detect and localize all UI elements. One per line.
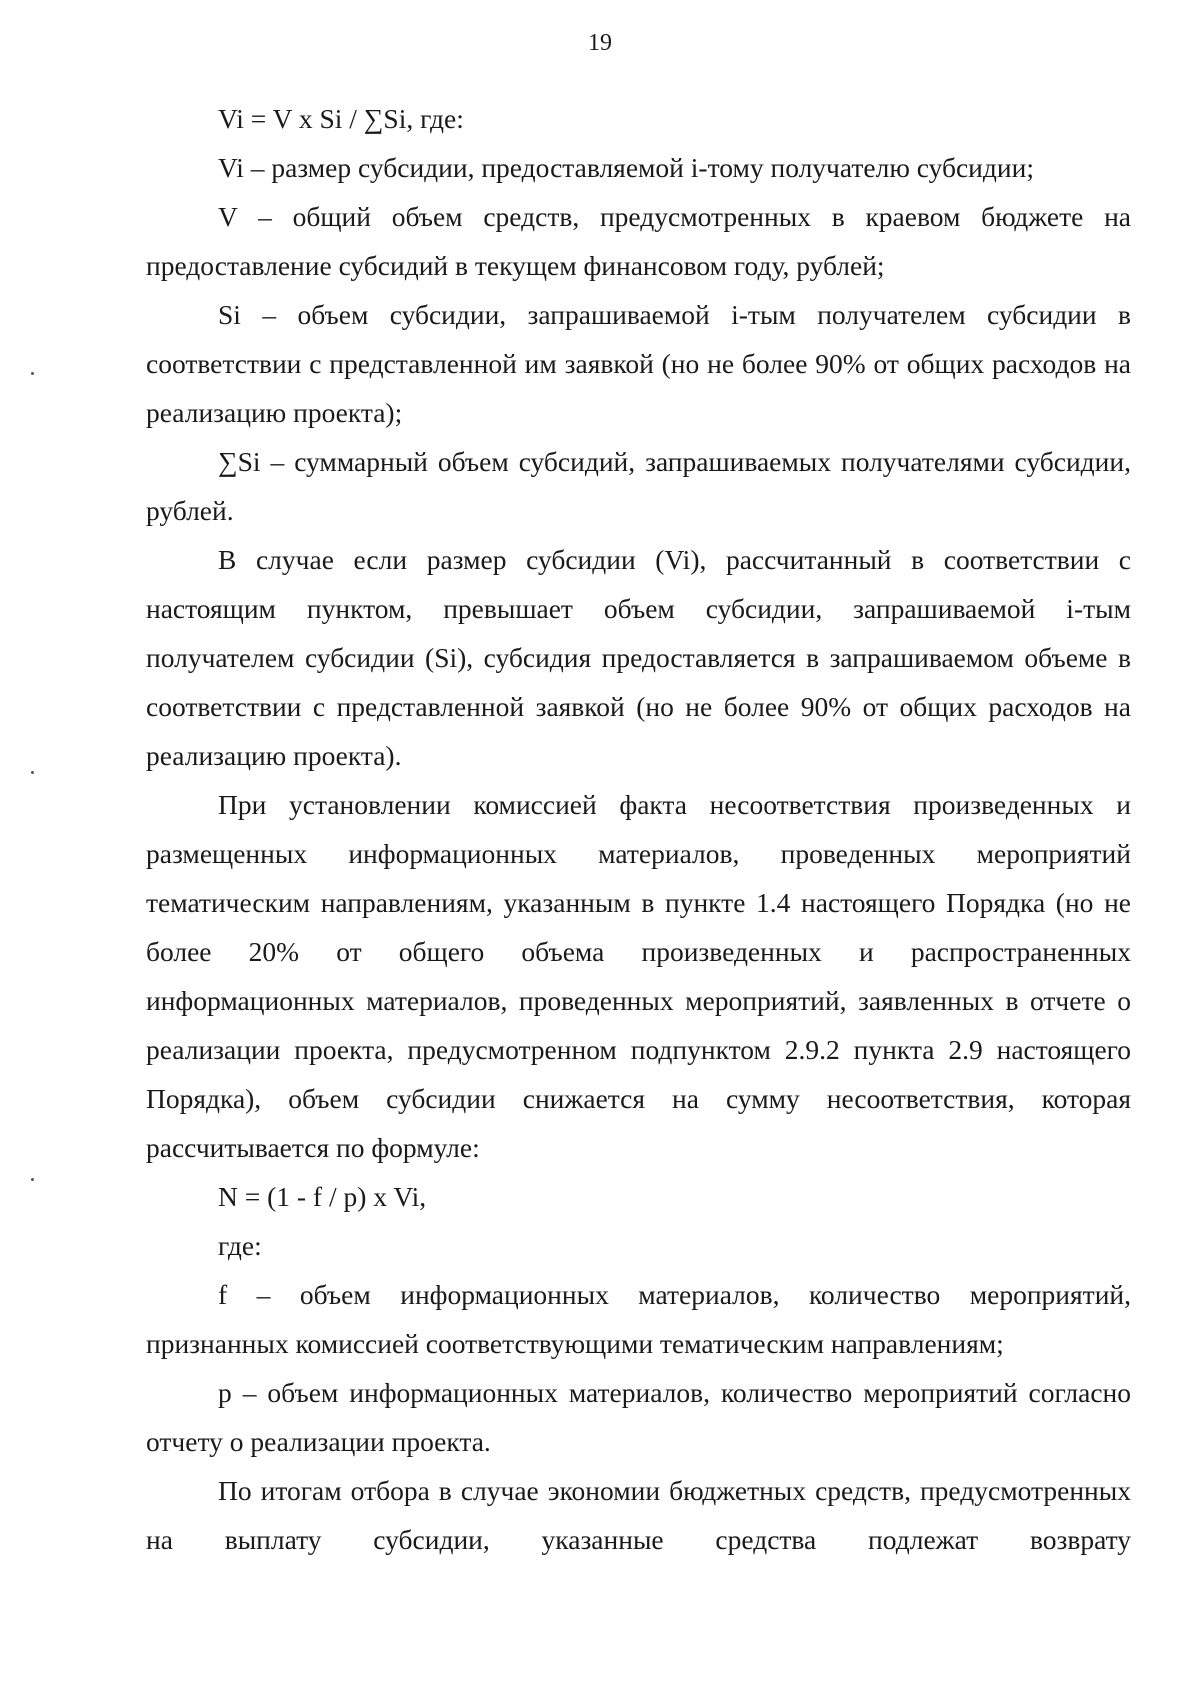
formula-n: N = (1 - f / p) x Vi,	[218, 1181, 427, 1212]
page-number: 19	[588, 30, 612, 56]
paragraph-savings: По итогам отбора в случае экономии бюджетных средств, предусмотренных на выплату субсидии, указанные средства подлежат возврату	[146, 1475, 1131, 1555]
definition-p: p – объем информационных материалов, количество мероприятий согласно отчету о реализации проекта.	[146, 1377, 1131, 1457]
where-label: где:	[218, 1230, 262, 1261]
definition-vi: Vi – размер субсидии, предоставляемой i-тому получателю субсидии;	[218, 152, 1034, 183]
formula-vi: Vi = V x Si / ∑Si, где:	[218, 103, 464, 134]
scan-dot	[31, 372, 34, 375]
definition-v: V – общий объем средств, предусмотренных в краевом бюджете на предоставление субсидий в текущем финансовом году, рублей;	[146, 201, 1131, 281]
definition-f: f – объем информационных материалов, количество мероприятий, признанных комиссией соответствующими тематическим направлениям;	[146, 1279, 1131, 1359]
paragraph-mismatch: При установлении комиссией факта несоответствия произведенных и размещенных информационных материалов, проведенных мероприятий тематическим направлениям, указанным в пункте 1.4 настоящего Порядка (но не более 20% от общего объема произведенных и распространенных информационных материалов, проведенных мероприятий, заявленных в отчете о реализации проекта, предусмотренном подпунктом 2.9.2 пункта 2.9 настоящего Порядка), объем субсидии снижается на сумму несоответствия, которая рассчитывается по формуле:	[146, 789, 1131, 1163]
scan-dot	[31, 1178, 34, 1181]
definition-si: Si – объем субсидии, запрашиваемой i-тым получателем субсидии в соответствии с представленной им заявкой (но не более 90% от общих расходов на реализацию проекта);	[146, 299, 1131, 428]
paragraph-excess-case: В случае если размер субсидии (Vi), рассчитанный в соответствии с настоящим пунктом, превышает объем субсидии, запрашиваемой i-тым получателем субсидии (Si), субсидия предоставляется в запрашиваемом объеме в соответствии с представленной заявкой (но не более 90% от общих расходов на реализацию проекта).	[146, 544, 1131, 771]
definition-sum-si: ∑Si – суммарный объем субсидий, запрашиваемых получателями субсидии, рублей.	[146, 446, 1131, 526]
scan-dot	[31, 771, 34, 774]
document-body	[146, 94, 1131, 1564]
